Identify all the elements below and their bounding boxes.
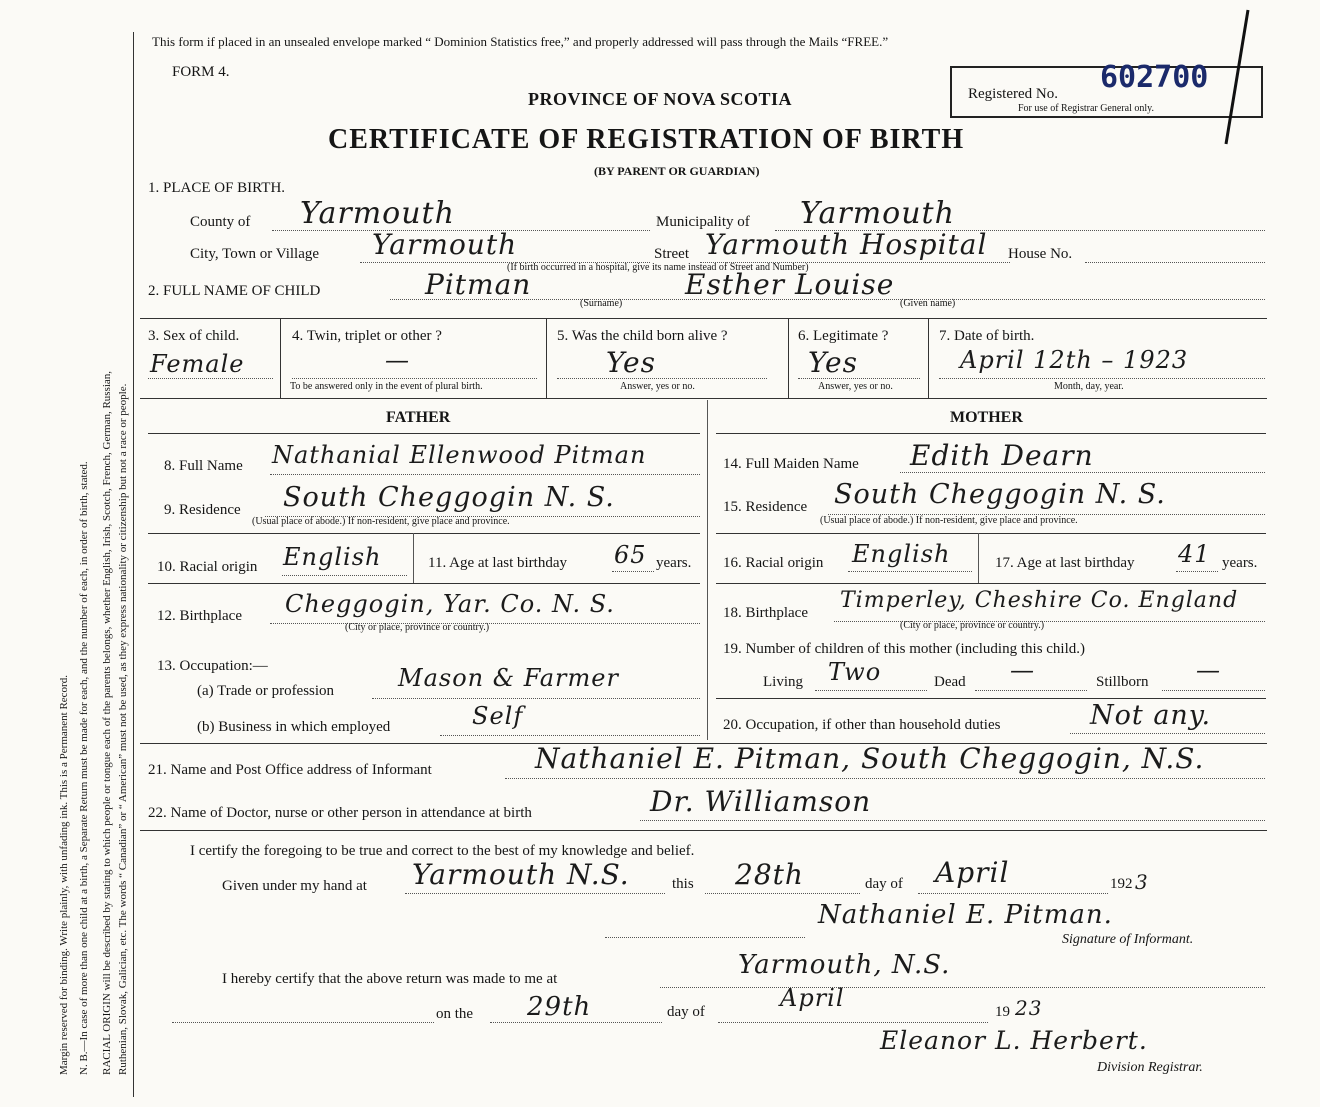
born-alive-caption: Answer, yes or no. bbox=[620, 381, 695, 392]
father-birthplace-caption: (City or place, province or country.) bbox=[345, 622, 490, 633]
mother-birthplace-label: 18. Birthplace bbox=[723, 605, 808, 621]
given-at-place: Yarmouth N.S. bbox=[412, 858, 630, 891]
birth-date-label: 7. Date of birth. bbox=[939, 328, 1035, 344]
father-race-value: English bbox=[283, 543, 382, 571]
informant-signature: Nathaniel E. Pitman. bbox=[818, 900, 1113, 930]
registered-number: 602700 bbox=[1100, 60, 1209, 95]
certificate-title: CERTIFICATE OF REGISTRATION OF BIRTH bbox=[328, 124, 965, 155]
county-label: County of bbox=[190, 214, 251, 230]
father-occupation-label: 13. Occupation:— bbox=[157, 658, 268, 674]
father-birthplace-value: Cheggogin, Yar. Co. N. S. bbox=[285, 590, 615, 618]
twin-label: 4. Twin, triplet or other ? bbox=[292, 328, 442, 344]
on-the-label: on the bbox=[436, 1006, 474, 1022]
mother-birthplace-value: Timperley, Cheshire Co. England bbox=[840, 588, 1239, 613]
municipality-label: Municipality of bbox=[656, 214, 750, 230]
mother-occupation-value: Not any. bbox=[1090, 700, 1212, 731]
registrar-statement: I hereby certify that the above return was made to me at bbox=[222, 971, 558, 987]
father-name-label: 8. Full Name bbox=[164, 458, 243, 474]
row3-bottom-rule bbox=[140, 398, 1267, 399]
father-residence-label: 9. Residence bbox=[164, 502, 241, 518]
form-number: FORM 4. bbox=[172, 64, 230, 80]
legitimate-label: 6. Legitimate ? bbox=[798, 328, 889, 344]
twin-value: — bbox=[385, 346, 410, 374]
child-name-label: 2. FULL NAME OF CHILD bbox=[148, 283, 321, 299]
father-age-value: 65 bbox=[614, 541, 647, 569]
mother-children-label: 19. Number of children of this mother (including this child.) bbox=[723, 641, 1086, 657]
mother-race-value: English bbox=[852, 540, 951, 568]
given-at-label: Given under my hand at bbox=[222, 878, 367, 894]
registrar-signature-caption: Division Registrar. bbox=[1097, 1060, 1203, 1075]
given-year-digit: 3 bbox=[1135, 870, 1149, 894]
registrar-year-prefix: 19 bbox=[995, 1004, 1010, 1020]
informant-value: Nathaniel E. Pitman, South Cheggogin, N.S. bbox=[535, 742, 1205, 775]
registered-label: Registered No. bbox=[968, 86, 1058, 102]
margin-nb-note: N. B.—In case of more than one child at a birth, a Separate Return must be made for each, and the number of each, in order of birth, stated. bbox=[78, 461, 90, 1075]
father-business-value: Self bbox=[472, 702, 524, 730]
father-birthplace-label: 12. Birthplace bbox=[157, 608, 242, 624]
sex-label: 3. Sex of child. bbox=[148, 328, 240, 344]
registrar-place: Yarmouth, N.S. bbox=[738, 950, 951, 980]
mother-race-label: 16. Racial origin bbox=[723, 555, 824, 571]
father-residence-value: South Cheggogin N. S. bbox=[283, 482, 615, 513]
father-age-unit: years. bbox=[656, 555, 692, 571]
living-value: Two bbox=[828, 658, 882, 686]
mother-occupation-label: 20. Occupation, if other than household duties bbox=[723, 717, 1001, 733]
doctor-label: 22. Name of Doctor, nurse or other person in attendance at birth bbox=[148, 805, 532, 821]
father-business-label: (b) Business in which employed bbox=[197, 719, 391, 735]
birth-date-caption: Month, day, year. bbox=[1054, 381, 1124, 392]
birth-date-value: April 12th – 1923 bbox=[960, 346, 1189, 374]
municipality-value: Yarmouth bbox=[800, 196, 955, 231]
margin-binding-note: Margin reserved for binding. Write plainly, with unfading ink. This is a Permanent Record. bbox=[58, 675, 70, 1075]
city-value: Yarmouth bbox=[372, 228, 518, 261]
registrar-day-of-label: day of bbox=[667, 1004, 705, 1020]
given-name-caption: (Given name) bbox=[900, 298, 956, 309]
certify-statement: I certify the foregoing to be true and correct to the best of my knowledge and belief. bbox=[190, 843, 695, 859]
mother-residence-value: South Cheggogin N. S. bbox=[834, 479, 1166, 510]
informant-label: 21. Name and Post Office address of Informant bbox=[148, 762, 432, 778]
father-trade-label: (a) Trade or profession bbox=[197, 683, 335, 699]
this-label: this bbox=[672, 876, 694, 892]
born-alive-label: 5. Was the child born alive ? bbox=[557, 328, 728, 344]
registrar-check-stroke bbox=[1222, 8, 1252, 148]
hospital-note: (If birth occurred in a hospital, give its name instead of Street and Number) bbox=[507, 262, 809, 273]
place-of-birth-heading: 1. PLACE OF BIRTH. bbox=[148, 180, 286, 196]
mother-name-label: 14. Full Maiden Name bbox=[723, 456, 859, 472]
mother-birthplace-caption: (City or place, province or country.) bbox=[900, 620, 1045, 631]
legitimate-caption: Answer, yes or no. bbox=[818, 381, 893, 392]
surname-caption: (Surname) bbox=[580, 298, 623, 309]
mother-age-value: 41 bbox=[1178, 540, 1211, 568]
sex-value: Female bbox=[150, 350, 245, 378]
street-value: Yarmouth Hospital bbox=[705, 228, 988, 261]
child-surname: Pitman bbox=[425, 268, 532, 301]
father-heading: FATHER bbox=[386, 409, 451, 426]
province-heading: PROVINCE OF NOVA SCOTIA bbox=[528, 89, 793, 109]
mother-heading: MOTHER bbox=[950, 409, 1023, 426]
registered-note: For use of Registrar General only. bbox=[1018, 103, 1154, 114]
mother-name-value: Edith Dearn bbox=[910, 439, 1094, 472]
registrar-year-digits: 23 bbox=[1015, 996, 1043, 1020]
child-given-name: Esther Louise bbox=[685, 268, 895, 301]
dead-value: — bbox=[1010, 656, 1035, 684]
father-race-label: 10. Racial origin bbox=[157, 559, 258, 575]
given-year-prefix: 192 bbox=[1110, 876, 1133, 892]
mail-notice: This form if placed in an unsealed envelope marked “ Dominion Statistics free,” and properly addressed will pass through the Mails “FREE.” bbox=[152, 34, 889, 49]
legitimate-value: Yes bbox=[808, 346, 858, 379]
parents-divider bbox=[707, 400, 708, 740]
stillborn-label: Stillborn bbox=[1096, 674, 1149, 690]
margin-racial-note-2: Ruthenian, Slovak, Galician, etc. The words “ Canadian” or “ American” must not be used, as they express nationality or citizenship but not a race or people. bbox=[117, 383, 129, 1075]
given-day: 28th bbox=[735, 858, 804, 891]
margin-rule bbox=[133, 32, 134, 1097]
margin-racial-note-1: RACIAL ORIGIN will be described by stating to which people or tongue each of the parents belongs, whether English, Irish, Scotch, French, German, Russian, bbox=[101, 370, 113, 1075]
registrar-month: April bbox=[780, 984, 845, 1012]
house-no-label: House No. bbox=[1008, 246, 1073, 262]
dead-label: Dead bbox=[934, 674, 966, 690]
street-label: Street bbox=[654, 246, 689, 262]
registrar-signature: Eleanor L. Herbert. bbox=[880, 1026, 1148, 1055]
mother-age-unit: years. bbox=[1222, 555, 1258, 571]
stillborn-value: — bbox=[1196, 656, 1221, 684]
mother-residence-label: 15. Residence bbox=[723, 499, 808, 515]
given-month: April bbox=[935, 856, 1010, 889]
county-value: Yarmouth bbox=[300, 196, 455, 231]
twin-caption: To be answered only in the event of plural birth. bbox=[290, 381, 483, 392]
certificate-subtitle: (BY PARENT OR GUARDIAN) bbox=[594, 164, 760, 178]
mother-residence-caption: (Usual place of abode.) If non-resident, give place and province. bbox=[820, 515, 1078, 526]
father-name-value: Nathanial Ellenwood Pitman bbox=[272, 441, 647, 469]
row3-top-rule bbox=[140, 318, 1267, 319]
given-day-of-label: day of bbox=[865, 876, 903, 892]
born-alive-value: Yes bbox=[606, 346, 656, 379]
father-trade-value: Mason & Farmer bbox=[398, 664, 619, 692]
mother-age-label: 17. Age at last birthday bbox=[995, 555, 1135, 571]
city-label: City, Town or Village bbox=[190, 246, 320, 262]
doctor-value: Dr. Williamson bbox=[650, 785, 872, 818]
living-label: Living bbox=[763, 674, 803, 690]
father-age-label: 11. Age at last birthday bbox=[428, 555, 567, 571]
father-residence-caption: (Usual place of abode.) If non-resident, give place and province. bbox=[252, 516, 510, 527]
informant-signature-caption: Signature of Informant. bbox=[1062, 932, 1194, 947]
registrar-day: 29th bbox=[527, 992, 592, 1022]
